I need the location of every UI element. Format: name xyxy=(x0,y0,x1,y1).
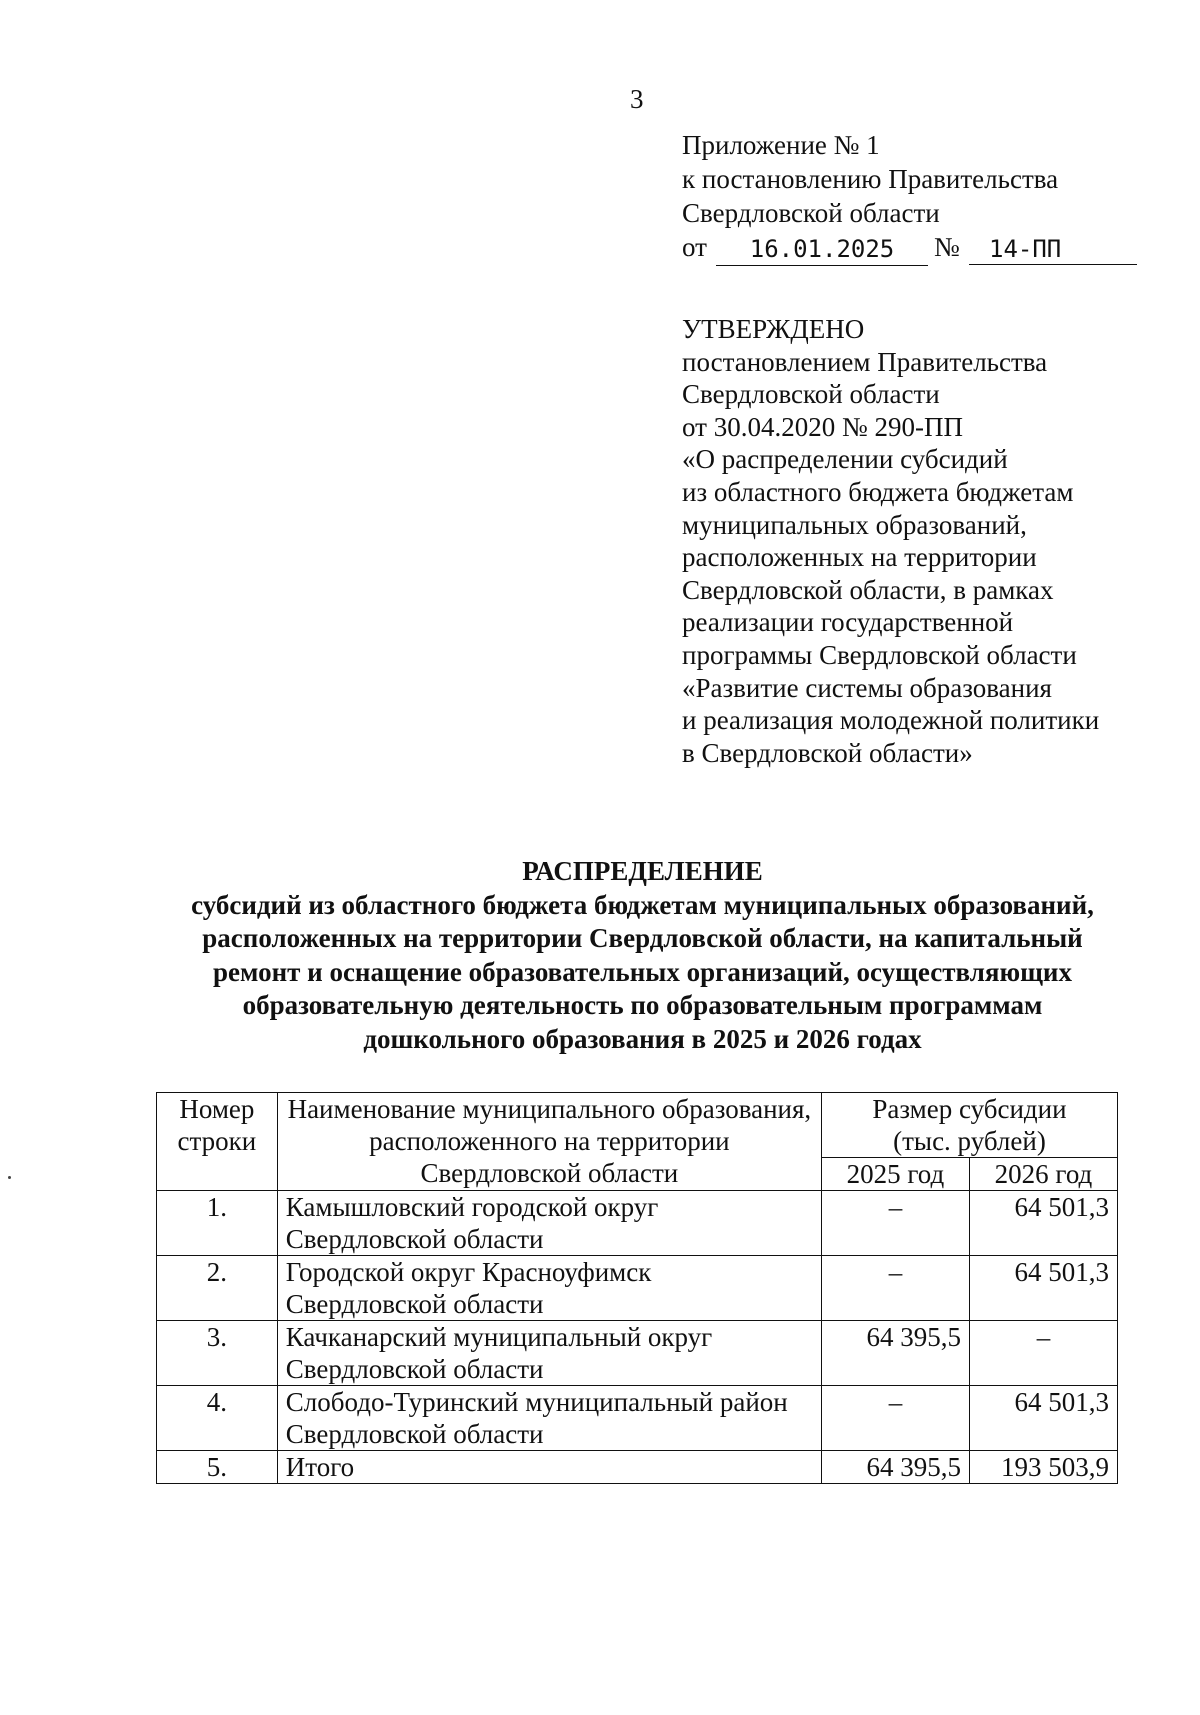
appendix-title: Приложение № 1 xyxy=(682,130,880,160)
header-row-number xyxy=(157,1093,278,1191)
header-year-2026: 2026 год xyxy=(969,1158,1117,1191)
approved-line: Свердловской области, в рамках xyxy=(682,574,1054,605)
name-line: Свердловской области xyxy=(285,1419,544,1449)
number-sign: № xyxy=(934,232,960,262)
municipality-name xyxy=(277,1321,821,1386)
appendix-line-3: Свердловской области xyxy=(682,198,940,228)
value-2025: 64 395,5 xyxy=(821,1321,969,1386)
row-number: 5. xyxy=(157,1451,278,1484)
approved-line: реализации государственной xyxy=(682,607,1014,638)
name-line: Свердловской области xyxy=(285,1224,544,1254)
subsidy-table xyxy=(156,1092,1118,1484)
header-text: Номер xyxy=(179,1094,255,1124)
title-line: образовательную деятельность по образовательным программам xyxy=(242,990,1043,1020)
municipality-name xyxy=(277,1386,821,1451)
name-line: Камышловский городской округ xyxy=(285,1192,659,1222)
municipality-name xyxy=(277,1191,821,1256)
approved-line: из областного бюджета бюджетам xyxy=(682,476,1074,507)
approved-line: муниципальных образований, xyxy=(682,509,1027,540)
title-line: субсидий из областного бюджета бюджетам муниципальных образований, xyxy=(191,889,1094,920)
header-year-2025: 2025 год xyxy=(821,1158,969,1191)
date-prefix: от xyxy=(682,232,707,262)
row-number: 3. xyxy=(157,1321,278,1386)
row-number: 4. xyxy=(157,1386,278,1451)
name-line: Городской округ Красноуфимск xyxy=(285,1257,652,1287)
approved-line: программы Свердловской области xyxy=(682,639,1077,670)
row-number: 1. xyxy=(157,1191,278,1256)
appendix-block xyxy=(682,128,1152,264)
approved-line: в Свердловской области» xyxy=(682,737,973,768)
value-2026: 64 501,3 xyxy=(969,1256,1117,1321)
value-2026: – xyxy=(969,1321,1117,1386)
header-municipality-name xyxy=(277,1093,821,1191)
header-text: расположенного на территории xyxy=(369,1126,730,1156)
table-total-row xyxy=(157,1451,1118,1484)
document-number-field: 14-ПП xyxy=(969,238,1137,265)
approved-line: Свердловской области xyxy=(682,379,940,410)
approved-line: «О распределении субсидий xyxy=(682,444,1008,475)
title-line: расположенных на территории Свердловской области, на капитальный xyxy=(202,923,1083,953)
row-number: 2. xyxy=(157,1256,278,1321)
approved-line: УТВЕРЖДЕНО xyxy=(682,314,865,344)
scan-speck xyxy=(8,1176,11,1179)
header-text: Свердловской области xyxy=(420,1158,679,1188)
header-subsidy-size xyxy=(821,1093,1117,1158)
table-row xyxy=(157,1321,1118,1386)
table-header-row xyxy=(157,1093,1118,1158)
value-2025: – xyxy=(821,1191,969,1256)
title-heading: РАСПРЕДЕЛЕНИЕ xyxy=(522,856,763,886)
name-line: Слободо-Туринский муниципальный район xyxy=(285,1387,788,1417)
value-2026: 64 501,3 xyxy=(969,1386,1117,1451)
approved-block xyxy=(682,313,1162,769)
approved-line: постановлением Правительства xyxy=(682,346,1048,377)
total-2026: 193 503,9 xyxy=(969,1451,1117,1484)
table-row xyxy=(157,1256,1118,1321)
document-date-field: 16.01.2025 xyxy=(716,238,928,266)
total-label: Итого xyxy=(277,1451,821,1484)
table-row xyxy=(157,1386,1118,1451)
name-line: Свердловской области xyxy=(285,1354,544,1384)
total-2025: 64 395,5 xyxy=(821,1451,969,1484)
value-2025: – xyxy=(821,1256,969,1321)
header-text: (тыс. рублей) xyxy=(893,1126,1046,1156)
approved-line: «Развитие системы образования xyxy=(682,672,1052,703)
page-number: 3 xyxy=(630,84,644,114)
title-line: дошкольного образования в 2025 и 2026 годах xyxy=(363,1023,922,1054)
appendix-line-2: к постановлению Правительства xyxy=(682,164,1059,194)
header-text: строки xyxy=(177,1126,257,1156)
name-line: Свердловской области xyxy=(285,1289,544,1319)
document-title xyxy=(100,855,1185,1056)
value-2025: – xyxy=(821,1386,969,1451)
approved-line: расположенных на территории xyxy=(682,542,1037,573)
name-line: Качканарский муниципальный округ xyxy=(285,1322,713,1352)
header-text: Наименование муниципального образования, xyxy=(287,1094,812,1124)
municipality-name xyxy=(277,1256,821,1321)
title-line: ремонт и оснащение образовательных организаций, осуществляющих xyxy=(213,956,1072,987)
appendix-date-row xyxy=(682,230,1152,264)
header-text: Размер субсидии xyxy=(872,1094,1067,1124)
table-row xyxy=(157,1191,1118,1256)
approved-line: и реализация молодежной политики xyxy=(682,705,1100,736)
approved-line: от 30.04.2020 № 290-ПП xyxy=(682,411,963,442)
value-2026: 64 501,3 xyxy=(969,1191,1117,1256)
